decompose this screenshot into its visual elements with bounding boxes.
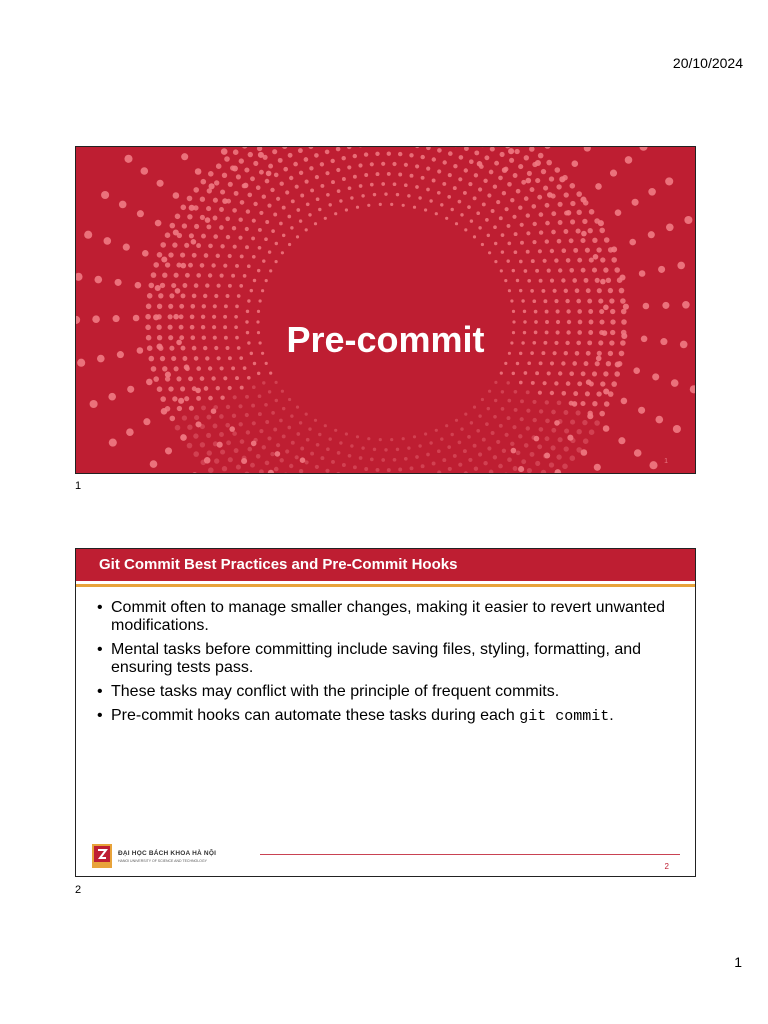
bullet-list: [97, 599, 687, 732]
university-subtitle: HANOI UNIVERSITY OF SCIENCE AND TECHNOLOGY: [118, 859, 207, 863]
slide-inner-number: 1: [664, 458, 668, 465]
bullet-item: • Mental tasks before committing include saving files, styling, formatting, and ensuring tests pass.: [97, 641, 687, 677]
slide-number-label: 2: [75, 884, 82, 896]
slide-title: Pre-commit: [286, 319, 485, 360]
document-date: 20/10/2024: [672, 55, 743, 71]
slide-inner-number: 2: [664, 862, 669, 871]
page-number: 1: [734, 954, 742, 970]
inline-code: git commit: [519, 708, 610, 725]
university-name: ĐẠI HỌC BÁCH KHOA HÀ NỘI: [118, 850, 217, 857]
slide-title-pre-commit: [75, 146, 696, 474]
bullet-item: • Pre-commit hooks can automate these tasks during each git commit.: [97, 707, 687, 726]
slide-title-bar: [76, 549, 695, 581]
slide-number-label: 1: [75, 480, 82, 492]
bullet-item: • Commit often to manage smaller changes, making it easier to revert unwanted modifications.: [97, 599, 687, 635]
bullet-item: • These tasks may conflict with the principle of frequent commits.: [97, 683, 687, 701]
title-divider: [76, 584, 695, 587]
university-logo-icon: [92, 844, 112, 868]
footer-divider: [260, 854, 680, 855]
slide-title: Git Commit Best Practices and Pre-Commit Hooks: [99, 556, 458, 573]
slide-git-commit-best-practices: [75, 548, 696, 877]
decorative-dot-pattern: [76, 147, 695, 473]
